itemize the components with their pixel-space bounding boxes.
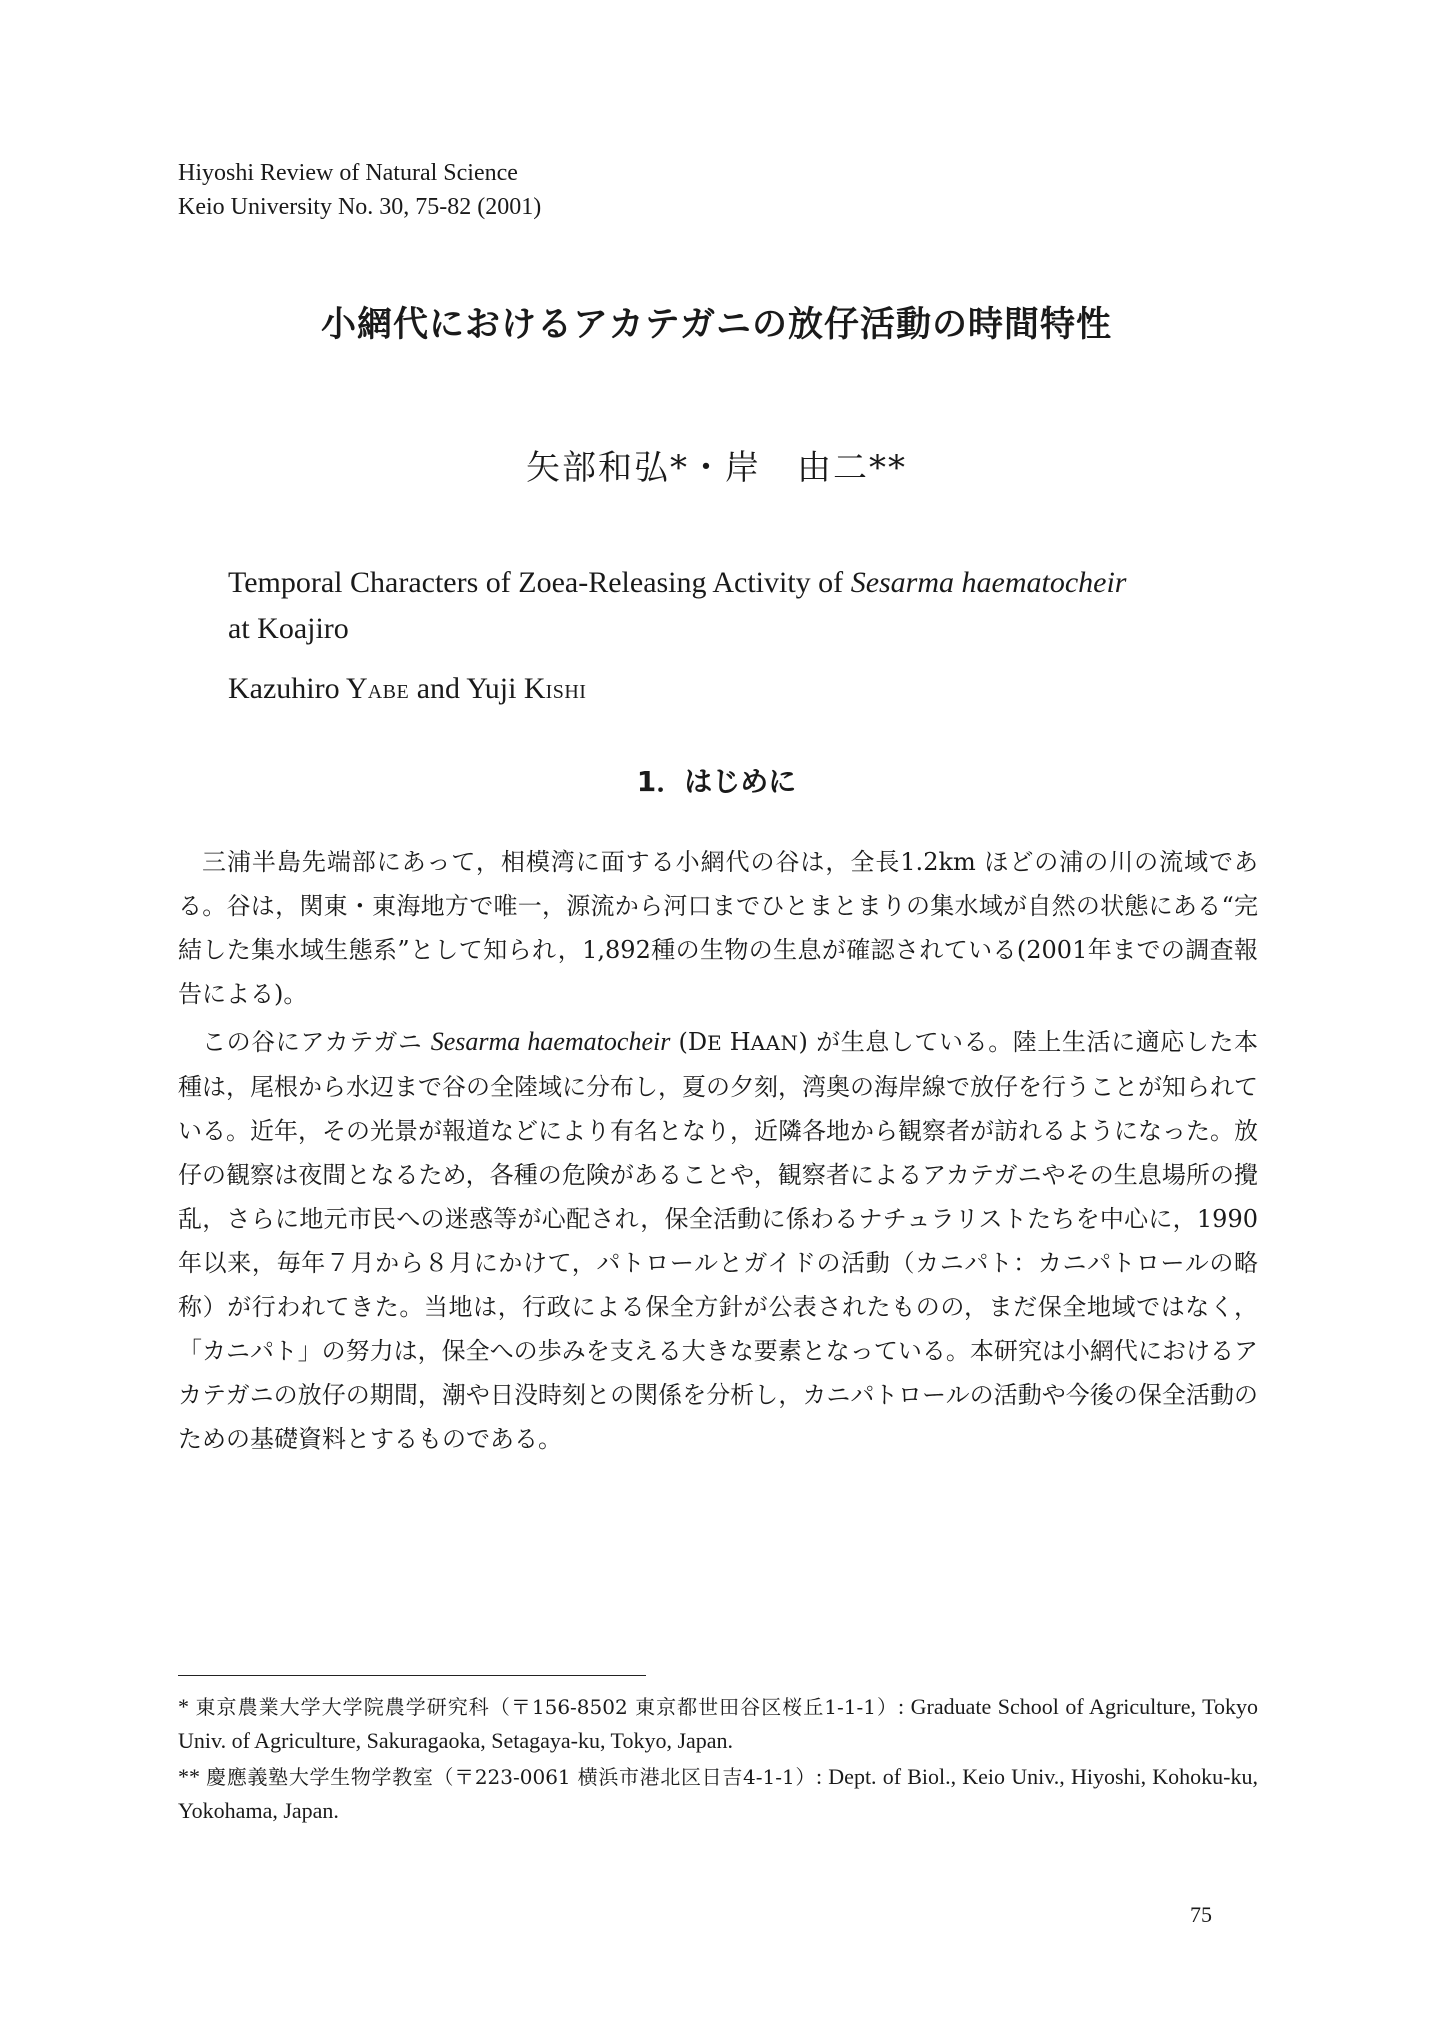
title-english: [228, 560, 1248, 652]
author1-family-initial: Y: [346, 672, 368, 705]
title-japanese: 小網代におけるアカテガニの放仔活動の時間特性: [321, 305, 1112, 345]
footnote-2-mark: **: [178, 1764, 207, 1789]
author1-given: Kazuhiro: [228, 672, 347, 705]
author2-family-initial: K: [523, 672, 546, 705]
author2-given: Yuji: [466, 672, 524, 705]
footnote-2-english: : Dept. of Biol., Keio Univ., Hiyoshi, Kohoku-ku, Yokohama, Japan.: [178, 1764, 1258, 1823]
footnote-2: [178, 1760, 1258, 1828]
footnotes: [178, 1690, 1258, 1830]
author2-family-rest: ISHI: [545, 681, 587, 703]
paragraph-2-author-h: H: [729, 1028, 751, 1056]
journal-name: Hiyoshi Review of Natural Science: [178, 160, 518, 186]
page-number: 75: [1190, 1902, 1212, 1927]
footnote-2-japanese: 慶應義塾大学生物学教室（〒223-0061 横浜市港北区日吉4-1-1）: [206, 1765, 817, 1789]
authors-english: [228, 672, 586, 706]
author-and: and: [409, 672, 467, 705]
footnote-1-mark: *: [178, 1694, 196, 1719]
title-english-suffix: at Koajiro: [228, 612, 349, 645]
footnote-1-japanese: 東京農業大学大学院農学研究科（〒156-8502 東京都世田谷区桜丘1-1-1）: [195, 1695, 899, 1719]
paragraph-2-author-initial: D: [687, 1028, 708, 1056]
section-heading: 1．はじめに: [636, 765, 797, 798]
authors-japanese: 矢部和弘*・岸 由二**: [526, 448, 907, 488]
title-english-prefix: Temporal Characters of Zoea-Releasing Activity of: [228, 566, 851, 599]
author1-family-rest: ABE: [367, 681, 410, 703]
paragraph-2-author-mid: E: [707, 1031, 730, 1055]
paragraph-2-species: Sesarma haematocheir: [430, 1027, 671, 1056]
paragraph-1: 三浦半島先端部にあって，相模湾に面する小網代の谷は，全長1.2km ほどの浦の川の流域である。谷は，関東・東海地方で唯一，源流から河口までひとまとまりの集水域が自然の状態にある“完結した集水域生態系”として知られ，1,892種の生物の生息が確認されている(2001年までの調査報告による)。: [178, 848, 1258, 1008]
footnote-divider: [178, 1675, 646, 1676]
footnote-1-english: : Graduate School of Agriculture, Tokyo Univ. of Agriculture, Sakuragaoka, Setagaya-ku, Tokyo, Japan.: [178, 1694, 1258, 1753]
paragraph-2-part3: ) が生息している。陸上生活に適応した本種は，尾根から水辺まで谷の全陸域に分布し，夏の夕刻，湾奥の海岸線で放仔を行うことが知られている。近年，その光景が報道などにより有名となり，近隣各地から観察者が訪れるようになった。放仔の観察は夜間となるため，各種の危険があることや，観察者によるアカテガニやその生息場所の攪乱，さらに地元市民への迷惑等が心配され，保全活動に係わるナチュラリストたちを中心に，1990年以来，毎年７月から８月にかけて，パトロールとガイドの活動（カニパト：カニパトロールの略称）が行われてきた。当地は，行政による保全方針が公表されたものの，まだ保全地域ではなく，「カニパト」の努力は，保全への歩みを支える大きな要素となっている。本研究は小網代におけるアカテガニの放仔の期間，潮や日没時刻との関係を分析し，カニパトロールの活動や今後の保全活動のための基礎資料とするものである。: [178, 1028, 1258, 1453]
journal-volume: Keio University No. 30, 75-82 (2001): [178, 194, 542, 220]
body-text: [178, 840, 1258, 1465]
journal-citation: [178, 156, 541, 224]
paragraph-2-author-rest: AAN: [750, 1031, 799, 1055]
paragraph-2-part2: (: [670, 1028, 688, 1056]
paragraph-2: [178, 1020, 1258, 1461]
paragraph-2-part1: この谷にアカテガニ: [202, 1028, 431, 1056]
footnote-1: [178, 1690, 1258, 1758]
title-english-species: Sesarma haematocheir: [850, 566, 1127, 599]
